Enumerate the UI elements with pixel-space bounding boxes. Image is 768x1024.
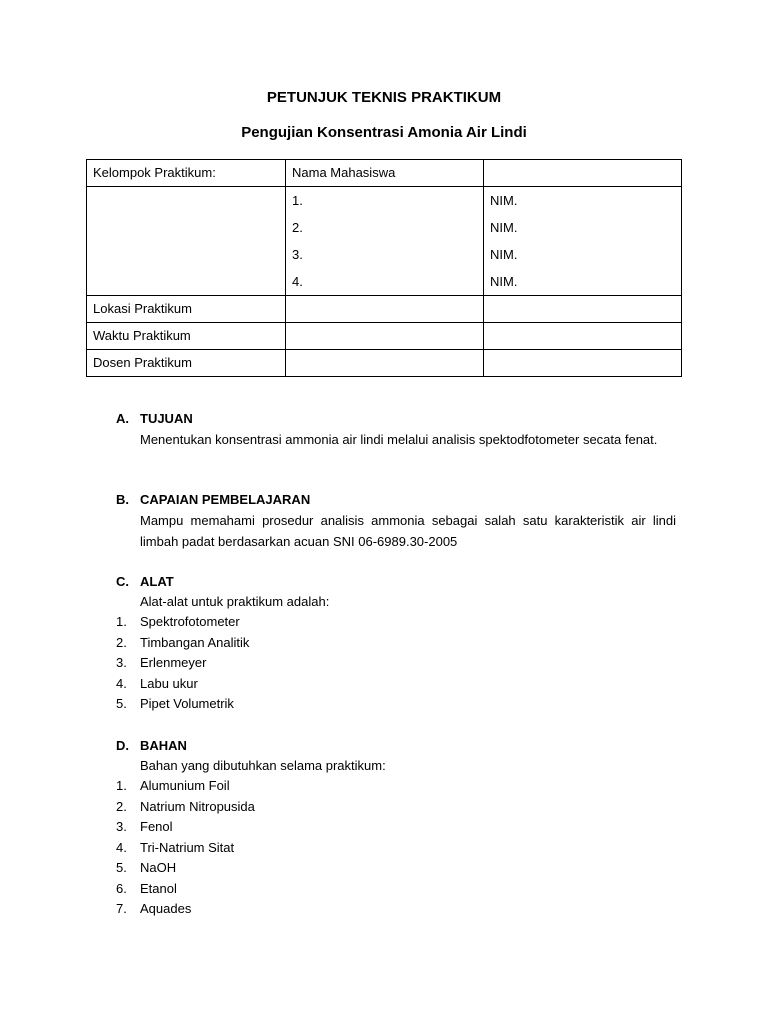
section-letter: B. [116, 492, 129, 507]
list-text: Timbangan Analitik [140, 634, 250, 650]
section-intro: Alat-alat untuk praktikum adalah: [140, 594, 330, 609]
section-alat [116, 572, 676, 715]
section-body: Mampu memahami prosedur analisis ammonia sebagai salah satu karakteristik air lindi limbah padat berdasarkan acuan SNI 06-6989.30-2005 [140, 513, 676, 549]
member-nim: NIM. [490, 220, 518, 235]
empty-group-cell [87, 187, 286, 296]
location-extra-cell [484, 296, 682, 323]
table-row [87, 187, 682, 296]
member-number: 1. [292, 193, 303, 208]
list-item [116, 633, 676, 654]
list-item [116, 694, 676, 715]
list-number: 3. [116, 655, 127, 670]
member-nim: NIM. [490, 247, 518, 262]
member-nim: NIM. [490, 274, 518, 289]
list-item [116, 674, 676, 695]
section-body: Menentukan konsentrasi ammonia air lindi melalui analisis spektodfotometer secata fenat. [140, 432, 658, 447]
list-text: Labu ukur [140, 675, 198, 691]
list-item [116, 817, 676, 838]
list-number: 5. [116, 860, 127, 875]
practicum-info-table [86, 159, 682, 377]
member-number: 2. [292, 220, 303, 235]
list-text: Alumunium Foil [140, 778, 230, 793]
list-item [116, 879, 676, 900]
table-row [87, 323, 682, 350]
member-number: 3. [292, 247, 303, 262]
document-subtitle: Pengujian Konsentrasi Amonia Air Lindi [241, 124, 527, 141]
lecturer-value-cell [286, 350, 484, 377]
location-label-cell: Lokasi Praktikum [87, 296, 286, 323]
list-item [116, 776, 676, 797]
section-bahan [116, 736, 676, 920]
lecturer-label-cell: Dosen Praktikum [87, 350, 286, 377]
empty-header-cell [484, 160, 682, 187]
section-title: TUJUAN [140, 411, 193, 426]
member-nim: NIM. [490, 193, 518, 208]
time-label-cell: Waktu Praktikum [87, 323, 286, 350]
list-item [116, 612, 676, 633]
list-item [116, 838, 676, 859]
list-number: 3. [116, 819, 127, 834]
list-number: 7. [116, 901, 127, 916]
section-letter: D. [116, 738, 129, 753]
member-number: 4. [292, 274, 303, 289]
list-number: 4. [116, 839, 127, 855]
section-title: ALAT [140, 574, 174, 589]
time-value-cell [286, 323, 484, 350]
list-text: Pipet Volumetrik [140, 696, 234, 711]
table-row [87, 350, 682, 377]
list-text: Natrium Nitropusida [140, 798, 255, 814]
list-text: Etanol [140, 880, 177, 896]
location-value-cell [286, 296, 484, 323]
section-heading [116, 572, 676, 592]
section-tujuan [116, 409, 676, 450]
member-nim-cell [484, 187, 682, 296]
list-text: NaOH [140, 860, 177, 875]
member-numbers-cell [286, 187, 484, 296]
section-capaian [116, 490, 676, 552]
section-intro: Bahan yang dibutuhkan selama praktikum: [140, 758, 386, 773]
list-text: Spektrofotometer [140, 614, 240, 629]
list-item [116, 858, 676, 879]
list-number: 1. [116, 614, 127, 629]
section-heading [116, 490, 676, 510]
section-title: BAHAN [140, 738, 187, 753]
list-number: 6. [116, 880, 127, 896]
section-letter: C. [116, 574, 129, 589]
list-number: 4. [116, 675, 127, 691]
section-heading [116, 409, 676, 429]
lecturer-extra-cell [484, 350, 682, 377]
list-number: 2. [116, 634, 127, 650]
list-text: Tri-Natrium Sitat [140, 839, 235, 855]
list-text: Aquades [140, 901, 192, 916]
student-name-header-cell: Nama Mahasiswa [286, 160, 484, 187]
table-row [87, 160, 682, 187]
section-heading [116, 736, 676, 756]
group-label-cell: Kelompok Praktikum: [87, 160, 286, 187]
list-item [116, 653, 676, 674]
list-number: 5. [116, 696, 127, 711]
list-item [116, 797, 676, 818]
list-number: 2. [116, 798, 127, 814]
list-text: Fenol [140, 819, 173, 834]
document-title: PETUNJUK TEKNIS PRAKTIKUM [266, 89, 502, 106]
time-extra-cell [484, 323, 682, 350]
list-number: 1. [116, 778, 127, 793]
table-row [87, 296, 682, 323]
section-title: CAPAIAN PEMBELAJARAN [140, 492, 311, 507]
list-text: Erlenmeyer [140, 655, 207, 670]
section-letter: A. [116, 411, 129, 426]
list-item [116, 899, 676, 920]
